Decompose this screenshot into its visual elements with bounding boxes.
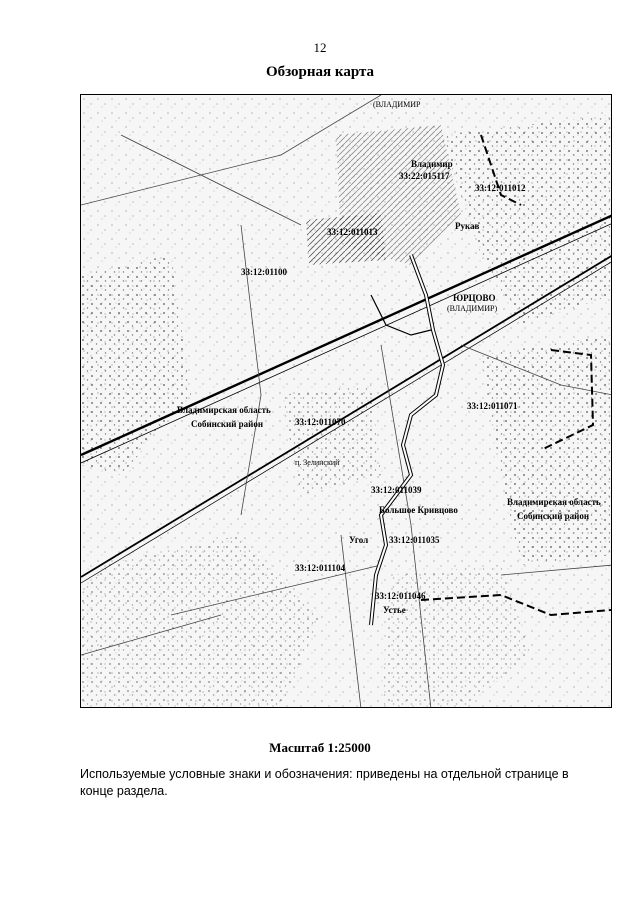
page-title: Обзорная карта [265,64,375,80]
label-cad-011104: 33:12:011104 [295,563,346,573]
label-vladimir-paren: (ВЛАДИМИР) [447,304,498,313]
label-cad-011046: 33:12:011046 [375,591,426,601]
label-cad-01100: 33:12:01100 [241,267,287,277]
overview-map[interactable] [80,94,612,708]
label-ugol: Угол [349,535,369,545]
label-vladimir: Владимир [411,159,453,169]
label-cad-011071: 33:12:011071 [467,401,518,411]
label-rukav: Рукав [455,221,480,231]
map-scale: Масштаб 1:25000 [269,740,371,755]
label-yurtsovo: ЮРЦОВО [453,293,496,303]
label-cad-011013: 33:12:011013 [327,227,378,237]
label-uste: Устье [383,605,406,615]
label-region-left-2: Собинский район [191,419,264,429]
label-cad-011039: 33:12:011039 [371,485,422,495]
label-region-right-2: Собинский район [517,511,590,521]
label-bolshoe: Большое Кривцово [379,505,458,515]
label-zelinsky: п. Зелинский [295,458,340,467]
label-cad-011035: 33:12:011035 [389,535,440,545]
settlement-blocks [306,213,386,265]
label-cad-011012: 33:12:011012 [475,183,526,193]
map-canvas [81,95,612,708]
label-region-right-1: Владимирская область [507,497,601,507]
page-number: 12 [313,40,327,55]
label-region-left-1: Владимирская область [177,405,271,415]
legend-note: Используемые условные знаки и обозначения: приведены на отдельной странице в конце раздела. [80,767,569,798]
label-cad-011070: 33:12:011070 [295,417,346,427]
label-cad-015117: 33:22:015117 [399,171,450,181]
label-vladimir-top: (ВЛАДИМИР [373,100,421,109]
